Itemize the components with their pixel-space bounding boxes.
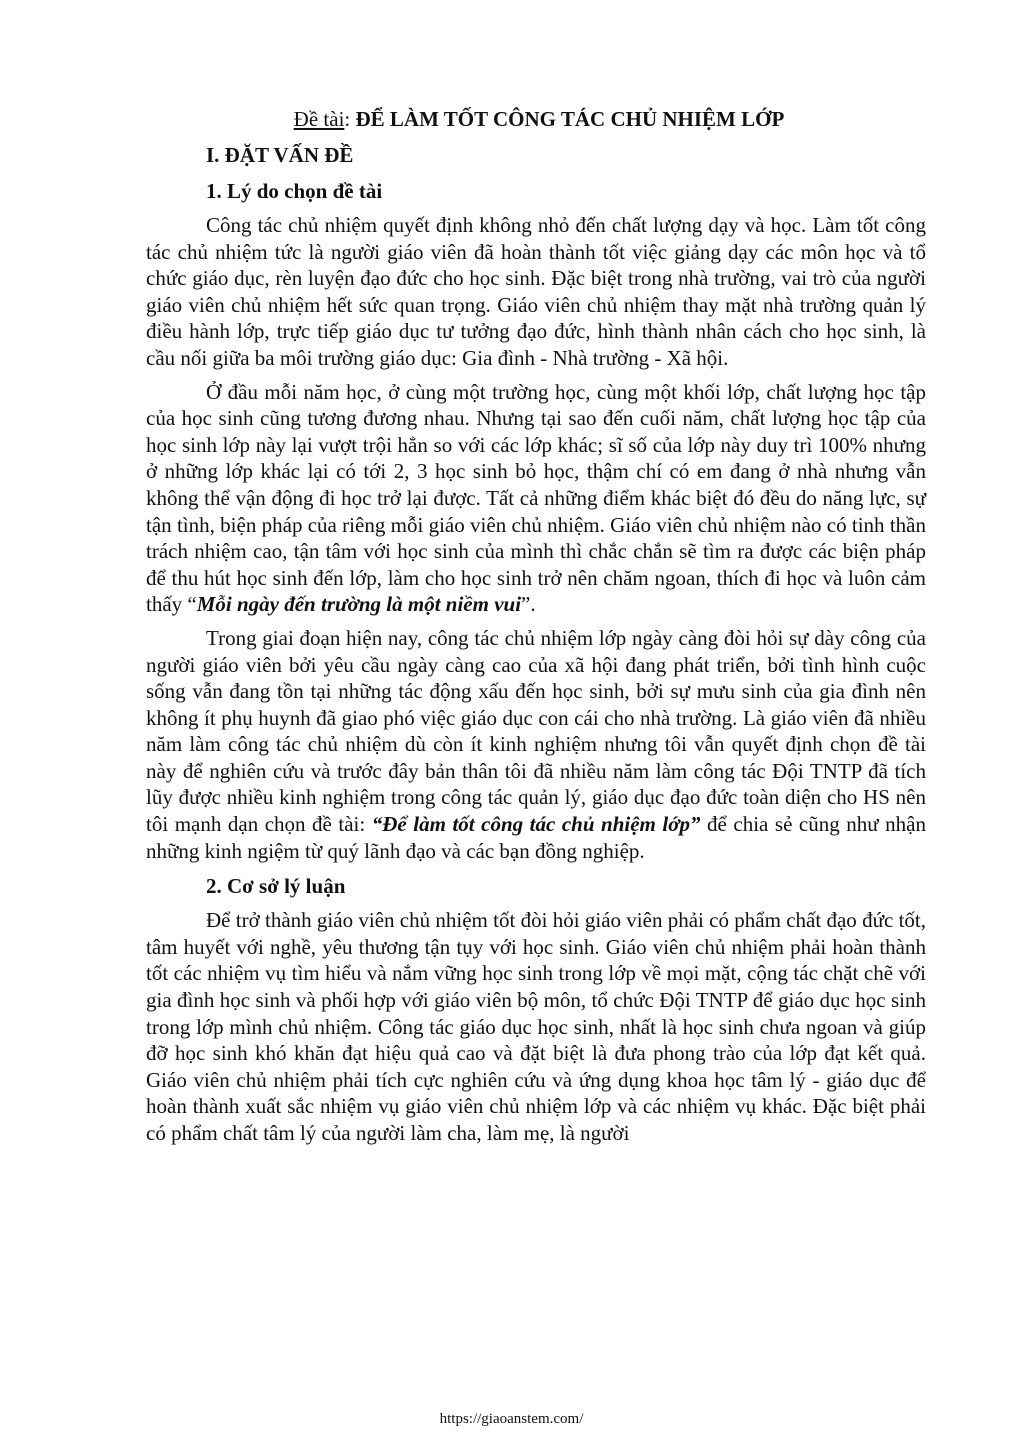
subsection-heading-theory: 2. Cơ sở lý luận <box>206 874 346 899</box>
paragraph-1: Công tác chủ nhiệm quyết định không nhỏ đến chất lượng dạy và học. Làm tốt công tác chủ nhiệm tức là người giáo viên đã hoàn thành tốt việc giảng dạy các môn học và tổ chức giáo dục, rèn luyện đạo đức cho học sinh. Đặc biệt trong nhà trường, vai trò của người giáo viên chủ nhiệm hết sức quan trọng. Giáo viên chủ nhiệm thay mặt nhà trường quản lý điều hành lớp, trực tiếp giáo dục tư tưởng đạo đức, hình thành nhân cách cho học sinh, là cầu nối giữa ba môi trường giáo dục: Gia đình - Nhà trường - Xã hội. <box>146 213 926 370</box>
paragraph-3 <box>146 625 926 864</box>
title-label: Đề tài <box>293 107 345 131</box>
subsection-heading-reason: 1. Lý do chọn đề tài <box>206 179 383 203</box>
paragraph-3-quote: “Để làm tốt công tác chủ nhiệm lớp” <box>371 812 701 837</box>
paragraph-2 <box>146 379 926 618</box>
paragraph-3-end: để chia sẻ cũng như nhận những kinh ngiệm từ quý lãnh đạo và các bạn đồng nghiệp. <box>146 812 926 863</box>
document-title <box>146 104 926 134</box>
title-colon: : <box>344 107 356 131</box>
document-page <box>146 104 926 1154</box>
paragraph-3-text: Trong giai đoạn hiện nay, công tác chủ nhiệm lớp ngày càng đòi hỏi sự dày công của người giáo viên bởi yêu cầu ngày càng cao của xã hội đang phát triển, bởi tình hình cuộc sống vẫn đang tồn tại những tác động xấu đến học sinh, bởi sự mưu sinh của gia đình nên không ít phụ huynh đã giao phó việc giáo dục con cái cho nhà trường. Là giáo viên đã nhiều năm làm công tác chủ nhiệm dù còn ít kinh nghiệm nhưng tôi vẫn quyết định chọn đề tài này để nghiên cứu và trước đây bản thân tôi đã nhiều năm làm công tác Đội TNTP đã tích lũy được nhiều kinh nghiệm trong công tác quản lý, giáo dục đạo đức toàn diện cho HS nên tôi mạnh dạn chọn đề tài: <box>146 625 926 837</box>
paragraph-4: Để trở thành giáo viên chủ nhiệm tốt đòi hỏi giáo viên phải có phẩm chất đạo đức tốt, tâm huyết với nghề, yêu thương tận tụy với học sinh. Giáo viên chủ nhiệm phải hoàn thành tốt các nhiệm vụ tìm hiểu và nắm vững học sinh trong lớp về mọi mặt, cộng tác chặt chẽ với gia đình học sinh và phối hợp với giáo viên bộ môn, tổ chức Đội TNTP để giáo dục học sinh trong lớp mình chủ nhiệm. Công tác giáo dục học sinh, nhất là học sinh chưa ngoan và giúp đỡ học sinh khó khăn đạt hiệu quả cao và đặt biệt là đưa phong trào của lớp đạt kết quả. Giáo viên chủ nhiệm phải tích cực nghiên cứu và ứng dụng khoa học tâm lý - giáo dục để hoàn thành xuất sắc nhiệm vụ giáo viên chủ nhiệm lớp và các nhiệm vụ khác. Đặc biệt phải có phẩm chất tâm lý của người làm cha, làm mẹ, là người <box>146 908 926 1145</box>
paragraph-2-end: ”. <box>521 592 536 617</box>
footer-url[interactable]: https://giaoanstem.com/ <box>439 1411 584 1427</box>
paragraph-2-text: Ở đầu mỗi năm học, ở cùng một trường học, cùng một khối lớp, chất lượng học tập của học sinh cũng tương đương nhau. Nhưng tại sao đến cuối năm, chất lượng học tập của học sinh lớp này lại vượt trội hẳn so với các lớp khác; sĩ số của lớp này duy trì 100% nhưng ở những lớp khác lại có tới 2, 3 học sinh bỏ học, thậm chí có em đang ở nhà nhưng vẫn không thể vận động đi học trở lại được. Tất cả những điểm khác biệt đó đều do năng lực, sự tận tình, biện pháp của riêng mỗi giáo viên chủ nhiệm. Giáo viên chủ nhiệm nào có tinh thần trách nhiệm cao, tận tâm với học sinh của mình thì chắc chắn sẽ tìm ra được các biện pháp để thu hút học sinh đến lớp, làm cho học sinh trở nên chăm ngoan, thích đi học và luôn cảm thấy “ <box>146 379 926 617</box>
paragraph-2-quote: Mỗi ngày đến trường là một niềm vui <box>196 592 522 617</box>
title-main: ĐỂ LÀM TỐT CÔNG TÁC CHỦ NHIỆM LỚP <box>355 107 785 131</box>
section-heading: I. ĐẶT VẤN ĐỀ <box>206 143 354 167</box>
